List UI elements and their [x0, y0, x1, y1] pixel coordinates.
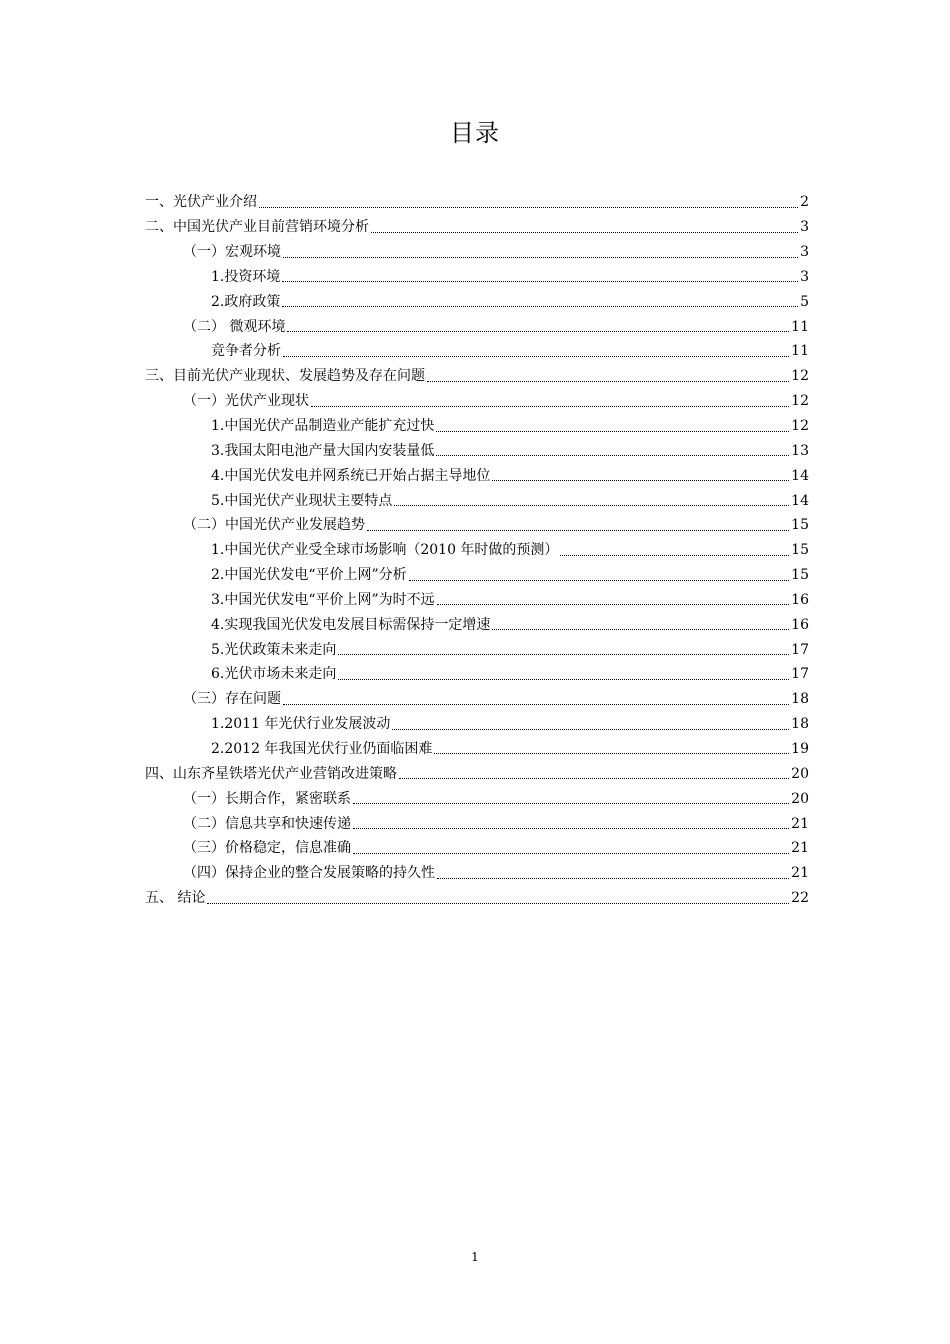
- toc-entry-page: 17: [791, 641, 809, 658]
- toc-entry-page: 13: [791, 442, 809, 459]
- dot-leader: [282, 306, 798, 307]
- dot-leader: [207, 903, 789, 904]
- table-of-contents: [145, 190, 809, 910]
- dot-leader: [353, 828, 789, 829]
- toc-entry[interactable]: [145, 215, 809, 240]
- dot-leader: [394, 505, 789, 506]
- toc-entry-page: 16: [791, 616, 809, 633]
- toc-entry-label: 4.实现我国光伏发电发展目标需保持一定增速: [211, 616, 491, 633]
- toc-entry-label: 5.中国光伏产业现状主要特点: [211, 492, 393, 509]
- toc-entry-page: 19: [791, 740, 809, 757]
- dot-leader: [282, 281, 798, 282]
- toc-entry-label: （二）信息共享和快速传递: [183, 815, 351, 832]
- toc-entry-label: 竞争者分析: [211, 343, 281, 360]
- toc-entry-label: 一、光伏产业介绍: [145, 194, 257, 211]
- toc-entry[interactable]: [145, 712, 809, 737]
- toc-entry-label: （四）保持企业的整合发展策略的持久性: [183, 865, 435, 882]
- toc-entry-page: 15: [791, 542, 809, 559]
- toc-entry[interactable]: [145, 240, 809, 265]
- toc-entry-label: 4.中国光伏发电并网系统已开始占据主导地位: [211, 467, 491, 484]
- toc-entry[interactable]: [145, 314, 809, 339]
- dot-leader: [259, 207, 798, 208]
- toc-entry-page: 21: [791, 840, 809, 857]
- dot-leader: [353, 803, 789, 804]
- dot-leader: [427, 381, 789, 382]
- dot-leader: [409, 580, 790, 581]
- toc-entry[interactable]: [145, 414, 809, 439]
- dot-leader: [311, 406, 789, 407]
- toc-entry-page: 21: [791, 815, 809, 832]
- toc-entry-page: 11: [791, 318, 809, 335]
- toc-entry-page: 16: [791, 591, 809, 608]
- toc-entry-page: 18: [791, 716, 809, 733]
- toc-title: 目录: [450, 119, 500, 147]
- toc-entry[interactable]: [145, 761, 809, 786]
- dot-leader: [492, 480, 789, 481]
- toc-entry-label: 2.2012 年我国光伏行业仍面临困难: [211, 740, 433, 757]
- dot-leader: [283, 257, 798, 258]
- toc-entry[interactable]: [145, 389, 809, 414]
- toc-entry-label: 三、目前光伏产业现状、发展趋势及存在问题: [145, 368, 425, 385]
- dot-leader: [437, 878, 789, 879]
- toc-entry[interactable]: [145, 513, 809, 538]
- toc-entry-page: 12: [791, 368, 809, 385]
- toc-entry-label: （二）中国光伏产业发展趋势: [183, 517, 365, 534]
- dot-leader: [560, 555, 789, 556]
- toc-entry-label: 3.我国太阳电池产量大国内安装量低: [211, 442, 435, 459]
- toc-entry-page: 14: [791, 467, 809, 484]
- dot-leader: [283, 704, 789, 705]
- toc-entry-page: 20: [791, 790, 809, 807]
- toc-entry[interactable]: [145, 687, 809, 712]
- toc-entry-page: 11: [791, 343, 809, 360]
- toc-entry-label: 5.光伏政策未来走向: [211, 641, 337, 658]
- toc-entry-label: （三）价格稳定，信息准确: [183, 840, 351, 857]
- toc-entry[interactable]: [145, 861, 809, 886]
- toc-entry-page: 3: [800, 219, 809, 236]
- toc-entry-label: （一）长期合作，紧密联系: [183, 790, 351, 807]
- toc-entry[interactable]: [145, 265, 809, 290]
- toc-entry-label: 6.光伏市场未来走向: [211, 666, 337, 683]
- toc-entry[interactable]: [145, 563, 809, 588]
- toc-entry[interactable]: [145, 538, 809, 563]
- page-number: 1: [471, 1250, 479, 1264]
- toc-entry[interactable]: [145, 463, 809, 488]
- toc-entry-page: 14: [791, 492, 809, 509]
- toc-entry-label: 1.中国光伏产品制造业产能扩充过快: [211, 418, 435, 435]
- toc-entry-label: （一）宏观环境: [183, 244, 281, 261]
- toc-entry[interactable]: [145, 289, 809, 314]
- toc-entry-page: 20: [791, 765, 809, 782]
- dot-leader: [437, 604, 790, 605]
- toc-entry-page: 18: [791, 691, 809, 708]
- toc-entry-page: 12: [791, 393, 809, 410]
- toc-entry-page: 2: [800, 194, 809, 211]
- toc-entry-label: 五、 结论: [145, 890, 206, 907]
- toc-entry-label: 1.2011 年光伏行业发展波动: [211, 716, 391, 733]
- dot-leader: [283, 356, 789, 357]
- toc-entry-page: 17: [791, 666, 809, 683]
- toc-entry-page: 15: [791, 567, 809, 584]
- toc-entry[interactable]: [145, 190, 809, 215]
- dot-leader: [392, 729, 789, 730]
- toc-entry-page: 22: [791, 890, 809, 907]
- toc-entry[interactable]: [145, 811, 809, 836]
- dot-leader: [338, 679, 789, 680]
- dot-leader: [367, 530, 789, 531]
- toc-entry[interactable]: [145, 886, 809, 911]
- toc-entry-label: 二、中国光伏产业目前营销环境分析: [145, 219, 369, 236]
- toc-entry-page: 12: [791, 418, 809, 435]
- toc-entry-label: 四、山东齐星铁塔光伏产业营销改进策略: [145, 765, 397, 782]
- toc-entry-label: 2.中国光伏发电“平价上网”分析: [211, 567, 407, 584]
- toc-entry[interactable]: [145, 588, 809, 613]
- toc-entry-label: 3.中国光伏发电“平价上网”为时不远: [211, 591, 435, 608]
- toc-entry-page: 3: [800, 268, 809, 285]
- dot-leader: [338, 654, 789, 655]
- dot-leader: [287, 331, 789, 332]
- dot-leader: [436, 455, 789, 456]
- dot-leader: [436, 431, 789, 432]
- toc-entry-label: 2.政府政策: [211, 293, 281, 310]
- toc-entry-label: （二） 微观环境: [183, 318, 286, 335]
- toc-entry[interactable]: [145, 737, 809, 762]
- toc-entry[interactable]: [145, 339, 809, 364]
- dot-leader: [371, 232, 798, 233]
- toc-entry-page: 5: [800, 293, 809, 310]
- toc-entry-label: 1.投资环境: [211, 268, 281, 285]
- dot-leader: [492, 629, 789, 630]
- toc-entry[interactable]: [145, 488, 809, 513]
- toc-entry[interactable]: [145, 662, 809, 687]
- toc-entry-page: 3: [800, 244, 809, 261]
- dot-leader: [434, 753, 789, 754]
- toc-entry-label: （三）存在问题: [183, 691, 281, 708]
- dot-leader: [353, 853, 789, 854]
- toc-entry-label: （一）光伏产业现状: [183, 393, 309, 410]
- toc-entry[interactable]: [145, 364, 809, 389]
- dot-leader: [399, 778, 789, 779]
- toc-entry[interactable]: [145, 438, 809, 463]
- toc-entry-page: 15: [791, 517, 809, 534]
- toc-entry-page: 21: [791, 865, 809, 882]
- toc-entry[interactable]: [145, 637, 809, 662]
- toc-entry[interactable]: [145, 836, 809, 861]
- toc-entry[interactable]: [145, 786, 809, 811]
- toc-entry[interactable]: [145, 612, 809, 637]
- toc-entry-label: 1.中国光伏产业受全球市场影响（2010 年时做的预测）: [211, 542, 559, 559]
